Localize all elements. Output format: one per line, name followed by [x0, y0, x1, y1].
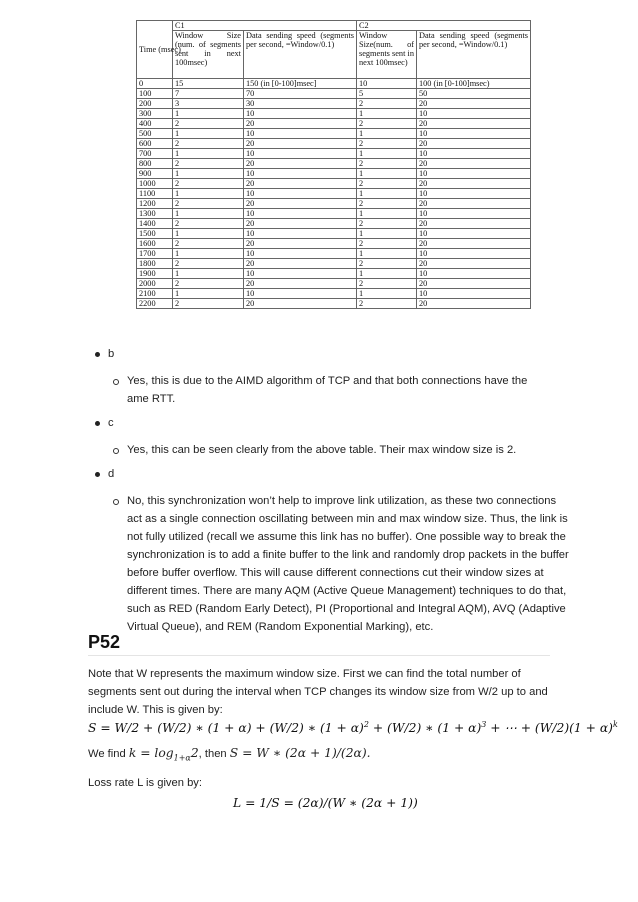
c2-speed-cell: 10 — [417, 289, 531, 299]
c2-window-cell: 2 — [357, 299, 417, 309]
time-cell: 200 — [137, 99, 173, 109]
bullet-dot — [95, 421, 100, 426]
table-subheader-row — [137, 31, 531, 79]
c1-window-cell: 1 — [173, 269, 244, 279]
c1-window-cell: 2 — [173, 239, 244, 249]
c2-speed-header: Data sending speed (segments per second, =Window/0.1) — [417, 31, 531, 79]
c1-speed-cell: 10 — [244, 209, 357, 219]
c2-speed-cell: 10 — [417, 149, 531, 159]
table-row — [137, 289, 531, 299]
c2-window-cell: 1 — [357, 109, 417, 119]
c2-window-cell: 10 — [357, 79, 417, 89]
c1-speed-cell: 30 — [244, 99, 357, 109]
c2-window-cell: 5 — [357, 89, 417, 99]
table-row — [137, 99, 531, 109]
c1-speed-cell: 10 — [244, 149, 357, 159]
c2-speed-cell: 20 — [417, 139, 531, 149]
bullet-d-label: d — [108, 468, 115, 480]
table-row — [137, 149, 531, 159]
sub-bullet-circle — [113, 448, 119, 454]
c2-window-cell: 2 — [357, 239, 417, 249]
c2-speed-cell: 20 — [417, 119, 531, 129]
p52-intro: Note that W represents the maximum window size. First we can find the total number of segments sent out during the interval when TCP changes its window size from W/2 up to and include W. This is given by: — [88, 668, 548, 716]
c2-window-cell: 2 — [357, 119, 417, 129]
c2-window-cell: 1 — [357, 249, 417, 259]
bullet-dot — [95, 352, 100, 357]
table-row — [137, 139, 531, 149]
c2-window-cell: 1 — [357, 169, 417, 179]
c1-window-cell: 1 — [173, 109, 244, 119]
time-cell: 1500 — [137, 229, 173, 239]
c1-speed-cell: 70 — [244, 89, 357, 99]
c1-speed-cell: 20 — [244, 299, 357, 309]
bullet-d-text: No, this synchronization won’t help to improve link utilization, as these two connections act as a single connection oscillating between min and max window size. Thus, the link is not fully utilized (recall we assume this link has no buffer). One possible way to break the synchronization is to add a finite buffer to the link and randomly drop packets in the buffer before buffer overflow. This will cause different connections cut their window sizes at different times. There are many AQM (Active Queue Management) techniques to do that, such as RED (Random Early Detect), PI (Proportional and Integral AQM), AVQ (Adaptive Virtual Queue), and REM (Random Exponential Marking), etc. — [127, 495, 569, 633]
table-row — [137, 219, 531, 229]
k-equation: $k = \log_{1+\alpha}2$ — [128, 746, 199, 763]
c2-window-cell: 2 — [357, 259, 417, 269]
c1-window-cell: 3 — [173, 99, 244, 109]
c1-window-cell: 2 — [173, 279, 244, 289]
c1-speed-cell: 10 — [244, 109, 357, 119]
c1-window-cell: 7 — [173, 89, 244, 99]
table-row — [137, 169, 531, 179]
c2-speed-cell: 20 — [417, 159, 531, 169]
table-row — [137, 89, 531, 99]
c2-speed-cell: 10 — [417, 169, 531, 179]
c1-speed-cell: 10 — [244, 229, 357, 239]
c2-speed-cell: 10 — [417, 189, 531, 199]
then-text: , then — [198, 748, 227, 760]
c2-speed-cell: 20 — [417, 99, 531, 109]
c1-window-cell: 2 — [173, 119, 244, 129]
c2-speed-cell: 20 — [417, 259, 531, 269]
sub-bullet-circle — [113, 379, 119, 385]
c1-window-cell: 2 — [173, 159, 244, 169]
time-cell: 800 — [137, 159, 173, 169]
c1-window-cell: 1 — [173, 249, 244, 259]
table-row — [137, 279, 531, 289]
c1-window-cell: 2 — [173, 199, 244, 209]
time-cell: 1100 — [137, 189, 173, 199]
c1-speed-cell: 10 — [244, 129, 357, 139]
time-cell: 300 — [137, 109, 173, 119]
c2-header: C2 — [357, 21, 531, 31]
table-row — [137, 129, 531, 139]
time-cell: 2100 — [137, 289, 173, 299]
table-row — [137, 299, 531, 309]
c2-speed-cell: 10 — [417, 209, 531, 219]
c1-speed-cell: 20 — [244, 239, 357, 249]
loss-rate-equation: L = 1/S = (2α)/(W ∗ (2α + 1)) — [233, 796, 418, 810]
c2-speed-cell: 10 — [417, 249, 531, 259]
c2-window-cell: 2 — [357, 179, 417, 189]
time-cell: 2200 — [137, 299, 173, 309]
time-cell: 0 — [137, 79, 173, 89]
table-row — [137, 79, 531, 89]
table-row — [137, 239, 531, 249]
c2-speed-cell: 50 — [417, 89, 531, 99]
c2-speed-cell: 20 — [417, 179, 531, 189]
sum-equation: S = W/2 + (W/2) ∗ (1 + α) + (W/2) ∗ $(1 + \alpha)^2 + (W/2)$ ∗ $(1 + \alpha)^3$ + ⋯ + $(W/2)(1 + \alpha)^k$ — [88, 720, 618, 736]
table-row — [137, 199, 531, 209]
time-cell: 100 — [137, 89, 173, 99]
c1-speed-cell: 20 — [244, 119, 357, 129]
bullet-dot — [95, 472, 100, 477]
c2-window-cell: 2 — [357, 279, 417, 289]
time-cell: 1800 — [137, 259, 173, 269]
c1-window-cell: 2 — [173, 139, 244, 149]
s-result-equation: S = W ∗ (2α + 1)/(2α). — [229, 746, 371, 760]
table-row — [137, 229, 531, 239]
bullet-c-label: c — [108, 417, 114, 429]
time-cell: 700 — [137, 149, 173, 159]
c1-speed-cell: 20 — [244, 139, 357, 149]
c2-speed-cell: 20 — [417, 299, 531, 309]
c2-window-cell: 1 — [357, 189, 417, 199]
c1-window-cell: 1 — [173, 189, 244, 199]
table-row — [137, 159, 531, 169]
c2-speed-cell: 20 — [417, 279, 531, 289]
c2-speed-cell: 10 — [417, 229, 531, 239]
time-cell: 1400 — [137, 219, 173, 229]
c2-window-cell: 1 — [357, 129, 417, 139]
window-size-table — [136, 20, 531, 309]
table-row — [137, 249, 531, 259]
c1-speed-cell: 10 — [244, 289, 357, 299]
we-find-text: We find — [88, 748, 126, 760]
table-row — [137, 209, 531, 219]
c2-window-cell: 2 — [357, 219, 417, 229]
c1-speed-cell: 20 — [244, 159, 357, 169]
c1-window-cell: 1 — [173, 129, 244, 139]
table-row — [137, 179, 531, 189]
c2-window-cell: 1 — [357, 269, 417, 279]
table-row — [137, 189, 531, 199]
time-cell: 1900 — [137, 269, 173, 279]
c1-speed-cell: 20 — [244, 259, 357, 269]
time-cell: 400 — [137, 119, 173, 129]
time-header: Time (msec) — [137, 21, 173, 79]
c1-speed-cell: 20 — [244, 219, 357, 229]
c2-window-cell: 1 — [357, 289, 417, 299]
time-cell: 900 — [137, 169, 173, 179]
c2-speed-cell: 10 — [417, 269, 531, 279]
time-cell: 1700 — [137, 249, 173, 259]
we-find-line — [88, 744, 548, 767]
table-row — [137, 259, 531, 269]
c1-speed-cell: 20 — [244, 279, 357, 289]
c1-window-header: Window Size (num. of segments sent in next 100msec) — [173, 31, 244, 79]
c1-window-cell: 1 — [173, 169, 244, 179]
time-cell: 1300 — [137, 209, 173, 219]
time-cell: 1200 — [137, 199, 173, 209]
table-row — [137, 269, 531, 279]
c1-speed-cell: 20 — [244, 199, 357, 209]
c1-window-cell: 1 — [173, 209, 244, 219]
c1-header: C1 — [173, 21, 357, 31]
c1-speed-cell: 10 — [244, 189, 357, 199]
c1-speed-cell: 20 — [244, 179, 357, 189]
loss-rate-intro: Loss rate L is given by: — [88, 777, 203, 789]
c1-speed-header: Data sending speed (segments per second, =Window/0.1) — [244, 31, 357, 79]
time-cell: 2000 — [137, 279, 173, 289]
c1-speed-cell: 10 — [244, 169, 357, 179]
bullet-c-text: Yes, this can be seen clearly from the above table. Their max window size is 2. — [127, 444, 517, 456]
bullet-b-label: b — [108, 348, 115, 360]
c1-window-cell: 1 — [173, 229, 244, 239]
c2-speed-cell: 10 — [417, 129, 531, 139]
c2-window-header: Window Size(num. of segments sent in next 100msec) — [357, 31, 417, 79]
heading-divider — [88, 655, 550, 656]
c1-window-cell: 2 — [173, 219, 244, 229]
c2-speed-cell: 100 (in [0-100]msec) — [417, 79, 531, 89]
c2-speed-cell: 20 — [417, 239, 531, 249]
table-row — [137, 119, 531, 129]
c2-speed-cell: 20 — [417, 199, 531, 209]
time-cell: 600 — [137, 139, 173, 149]
c2-window-cell: 2 — [357, 99, 417, 109]
table-row — [137, 109, 531, 119]
c2-window-cell: 1 — [357, 209, 417, 219]
bullet-b-text: Yes, this is due to the AIMD algorithm of TCP and that both connections have the ame RTT. — [127, 375, 528, 405]
table-header-row — [137, 21, 531, 31]
c1-speed-cell: 10 — [244, 269, 357, 279]
c2-window-cell: 2 — [357, 159, 417, 169]
c2-window-cell: 1 — [357, 229, 417, 239]
c1-window-cell: 2 — [173, 259, 244, 269]
c2-speed-cell: 10 — [417, 109, 531, 119]
section-heading: P52 — [88, 632, 121, 652]
time-cell: 1000 — [137, 179, 173, 189]
c2-window-cell: 2 — [357, 199, 417, 209]
time-cell: 500 — [137, 129, 173, 139]
c1-window-cell: 1 — [173, 149, 244, 159]
c1-window-cell: 2 — [173, 179, 244, 189]
c2-window-cell: 1 — [357, 149, 417, 159]
c1-window-cell: 1 — [173, 289, 244, 299]
c2-window-cell: 2 — [357, 139, 417, 149]
time-cell: 1600 — [137, 239, 173, 249]
c1-window-cell: 2 — [173, 299, 244, 309]
sub-bullet-circle — [113, 499, 119, 505]
c1-speed-cell: 150 (in [0-100]msec] — [244, 79, 357, 89]
c1-speed-cell: 10 — [244, 249, 357, 259]
c2-speed-cell: 20 — [417, 219, 531, 229]
c1-window-cell: 15 — [173, 79, 244, 89]
